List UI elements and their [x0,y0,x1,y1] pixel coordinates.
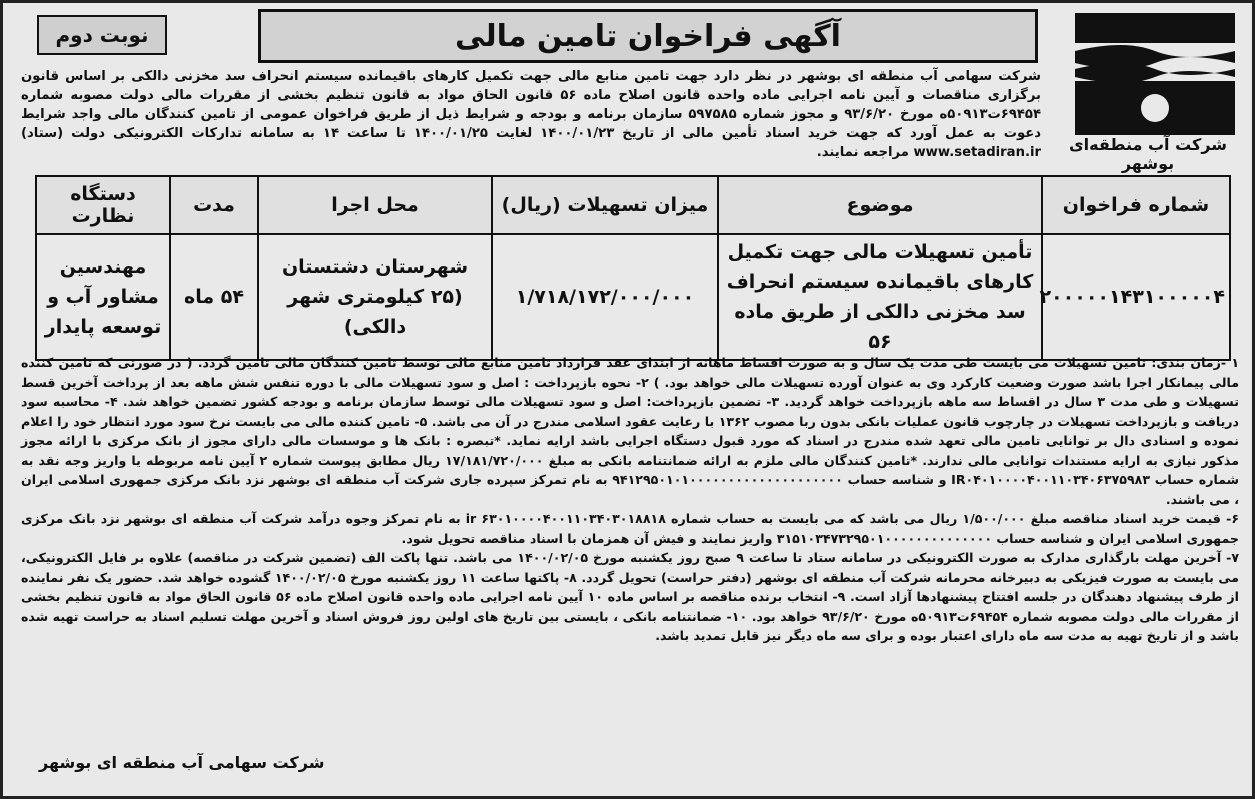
header-subject: موضوع [718,176,1042,234]
header-location: محل اجرا [258,176,492,234]
cell-amount: ۱/۷۱۸/۱۷۲/۰۰۰/۰۰۰ [492,234,718,360]
tender-table [35,175,1231,361]
cell-location: شهرستان دشتستان (۲۵ کیلومتری شهر دالکی) [258,234,492,360]
cell-duration: ۵۴ ماه [170,234,258,360]
table-header-row [36,176,1230,234]
header-supervisor: دستگاه نظارت [36,176,170,234]
turn-badge: نوبت دوم [37,15,167,55]
cell-subject: تأمین تسهیلات مالی جهت تکمیل کارهای باقیمانده سیستم انحراف سد مخزنی دالکی از طریق ماده ۵۶ [718,234,1042,360]
cell-supervisor: مهندسین مشاور آب و توسعه پایدار [36,234,170,360]
signature: شرکت سهامی آب منطقه ای بوشهر [39,753,325,772]
header-duration: مدت [170,176,258,234]
conditions-paragraph: ۱ -زمان بندی: تامین تسهیلات می بایست طی مدت یک سال و به صورت اقساط ماهانه از ابتدای عقد قرارداد تامین منابع مالی توسط تامین کنندگان مالی تامین گردد. ( در صورتی که تامین کننده مالی پیمانکار اجرا باشد صورت وضعیت کارکرد وی به عنوان آورده تسهیلات مالی خواهد بود. ) ۲- نحوه بازپرداخت : اصل و سود تسهیلات مالی با دوره تنفس شش ماهه بعد از پرداخت آخرین قسط تسهیلات و طی مدت ۳ سال در اقساط سه ماهه بازپرداخت خواهد گردید. ۳- تضمین بازپرداخت: اصل و سود تسهیلات مالی توسط سازمان برنامه و بودجه کشور تضمین خواهد شد. ۴- محاسبه سود دریافت و بازپرداخت تسهیلات در چارچوب قانون عملیات بانکی بدون ربا مصوب ۱۳۶۲ با رعایت عقود اسلامی مندرج در آن می باشد. ۵- تامین کننده مالی می بایست نرخ سود مورد انتظار خود را اعلام نموده و اسنادی دال بر توانایی تامین مالی تعهد شده مندرج در اسناد که مورد قبول دستگاه اجرایی باشد ارایه نماید. *تبصره : بانک ها و موسسات مالی دارای مجوز از بانک مرکزی با ارائه مجوز مذکور نیازی به ارایه مستندات توانایی مالی ندارند. *تامین کنندگان مالی ملزم به ارائه ضمانتنامه بانکی به مبلغ ۱۷/۱۸۱/۷۲۰/۰۰۰ ریال مطابق پیوست شماره ۲ آیین نامه مربوطه یا واریز وجه نقد به شماره حساب IR۰۴۰۱۰۰۰۰۴۰۰۱۱۰۳۴۰۶۳۷۵۹۸۳ و شناسه حساب ۹۴۱۲۹۵۰۱۰۱۰۰۰۰۰۰۰۰۰۰۰۰۰۰۰۰۰۰۰۰ به نام تمرکز سپرده جاری شرکت آب منطقه ای بوشهر نزد بانک مرکزی جمهوری اسلامی ایران ، می باشند. [21,355,1240,507]
conditions-paragraph: ۷- آخرین مهلت بارگذاری مدارک به صورت الکترونیکی در سامانه ستاد تا ساعت ۹ صبح روز یکشنبه مورخ ۱۴۰۰/۰۲/۰۵ می باشد. تنها پاکت الف (تضمین شرکت در مناقصه) علاوه بر فایل الکترونیکی، می بایست به صورت فیزیکی به دبیرخانه محرمانه شرکت آب منطقه ای بوشهر (دفتر حراست) تحویل گردد. ۸- پاکتها ساعت ۱۱ روز یکشنبه مورخ ۱۴۰۰/۰۲/۰۵ گشوده خواهد شد. حضور یک نفر نماینده از طرف پیشنهاد دهندگان در جلسه افتتاح پیشنهادها آزاد است. ۹- انتخاب برنده مناقصه بر اساس ماده ۱۰ آیین نامه اجرایی ماده واحده قانون اصلاح ماده ۵۶ قانون الحاق مواد به قانون تنظیم بخشی از مقررات مالی دولت مصوبه شماره ۶۹۴۵۴ت۵۰۹۱۳ه مورخ ۹۳/۶/۲۰ خواهد بود. ۱۰- ضمانتنامه بانکی ، بایستی بین تاریخ های اولین روز فروش اسناد و آخرین مهلت تسلیم اسناد به حراست تهیه شده باشد و از تاریخ تهیه به مدت سه ماه دارای اعتبار بوده و برای سه ماه دیگر نیز قابل تمدید باشد. [21,550,1239,643]
intro-paragraph: شرکت سهامی آب منطقه ای بوشهر در نظر دارد جهت تامین منابع مالی جهت تکمیل کارهای باقیمانده سیستم انحراف سد مخزنی دالکی بر اساس قانون برگزاری مناقصات و آیین نامه اجرایی ماده واحده قانون اصلاح ماده ۵۶ قانون الحاق مواد به قانون تنظیم بخشی از مقررات مالی دولت مصوبه شماره ۶۹۴۵۴ت۵۰۹۱۳ه مورخ ۹۳/۶/۲۰ و مجوز شماره ۵۹۷۵۸۵ سازمان برنامه و بودجه و شرایط ذیل از طریق فراخوان عمومی از تامین کنندگان مالی واجد شرایط دعوت به عمل آورد که جهت خرید اسناد تأمین مالی از تاریخ ۱۴۰۰/۰۱/۲۳ لغایت ۱۴۰۰/۰۱/۲۵ تا ساعت ۱۴ به سامانه تدارکات الکترونیکی دولت (ستاد) www.setadiran.ir مراجعه نمایند. [21,69,1042,160]
company-logo [1065,11,1245,141]
header-number: شماره فراخوان [1042,176,1230,234]
table-row [36,234,1230,360]
header-amount: میزان تسهیلات (ریال) [492,176,718,234]
conditions-text [21,353,1239,646]
cell-number: ۲۰۰۰۰۰۱۴۳۱۰۰۰۰۰۴ [1042,234,1230,360]
logo-caption: شرکت آب منطقه‌ای بوشهر [1068,135,1228,173]
ad-title: آگهی فراخوان تامین مالی [258,9,1038,63]
conditions-paragraph: ۶- قیمت خرید اسناد مناقصه مبلغ ۱/۵۰۰/۰۰۰ ریال می باشد که می بایست به حساب شماره ir ۶۳۰۱۰۰۰۰۴۰۰۱۱۰۳۴۰۳۰۱۸۸۱۸ به نام تمرکز وجوه درآمد شرکت آب منطقه ای بوشهر نزد بانک مرکزی جمهوری اسلامی ایران و شناسه حساب ۳۱۵۱۰۳۴۷۳۲۹۵۰۱۰۰۰۰۰۰۰۰۰۰۰۰۰۰ واریز نمایند و فیش آن همزمان با اسناد مناقصه تحویل شود. [21,511,1239,546]
